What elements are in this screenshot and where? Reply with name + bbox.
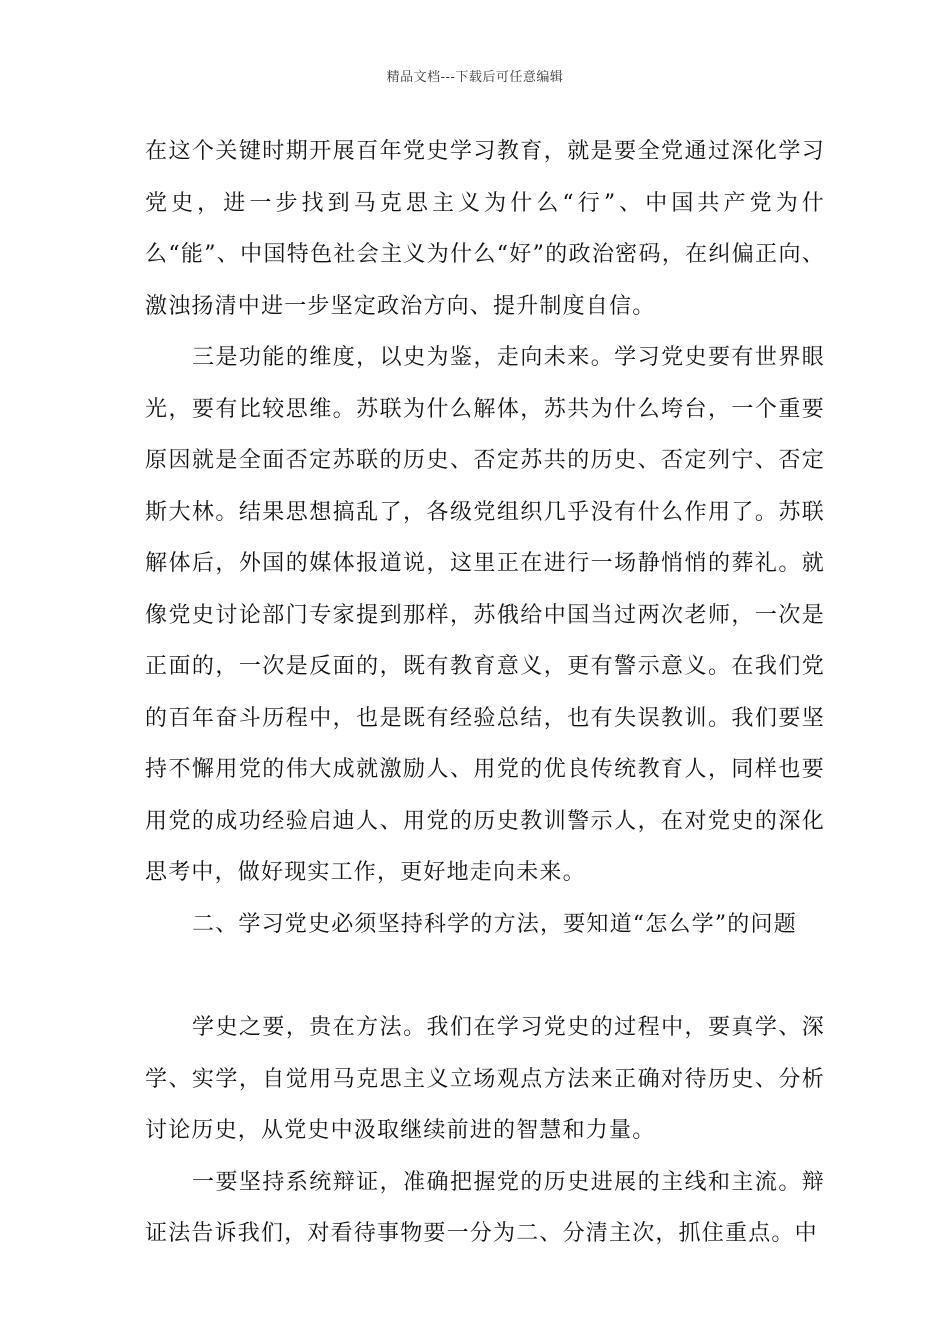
paragraph-function-dimension: 三是功能的维度，以史为鉴，走向未来。学习党史要有世界眼光，要有比较思维。苏联为什么解体，苏共为什么垮台，一个重要原因就是全面否定苏联的历史、否定苏共的历史、否定列宁、否定斯大林。结果思想搞乱了，各级党组织几乎没有什么作用了。苏联解体后，外国的媒体报道说，这里正在进行一场静悄悄的葬礼。就像党史讨论部门专家提到那样，苏俄给中国当过两次老师，一次是正面的，一次是反面的，既有教育意义，更有警示意义。在我们党的百年奋斗历程中，也是既有经验总结，也有失误教训。我们要坚持不懈用党的伟大成就激励人、用党的优良传统教育人，同样也要用党的成功经验启迪人、用党的历史教训警示人，在对党史的深化思考中，做好现实工作，更好地走向未来。 bbox=[145, 345, 825, 885]
paragraph-systematic-dialectic: 一要坚持系统辩证，准确把握党的历史进展的主线和主流。辩证法告诉我们，对看待事物要一分为二、分清主次，抓住重点。中 bbox=[145, 1169, 825, 1246]
document-body bbox=[145, 126, 825, 1260]
section-heading: 二、学习党史必须坚持科学的方法，要知道“怎么学”的问题 bbox=[192, 911, 797, 937]
paragraph-continuation: 在这个关键时期开展百年党史学习教育，就是要全党通过深化学习党史，进一步找到马克思主义为什么“行”、中国共产党为什么“能”、中国特色社会主义为什么“好”的政治密码，在纠偏正向、激浊扬清中进一步坚定政治方向、提升制度自信。 bbox=[145, 139, 825, 319]
page-header: 精品文档---下载后可任意编辑 bbox=[386, 70, 564, 85]
paragraph-study-method: 学史之要，贵在方法。我们在学习党史的过程中，要真学、深学、实学，自觉用马克思主义立场观点方法来正确对待历史、分析讨论历史，从党史中汲取继续前进的智慧和力量。 bbox=[145, 1015, 825, 1143]
